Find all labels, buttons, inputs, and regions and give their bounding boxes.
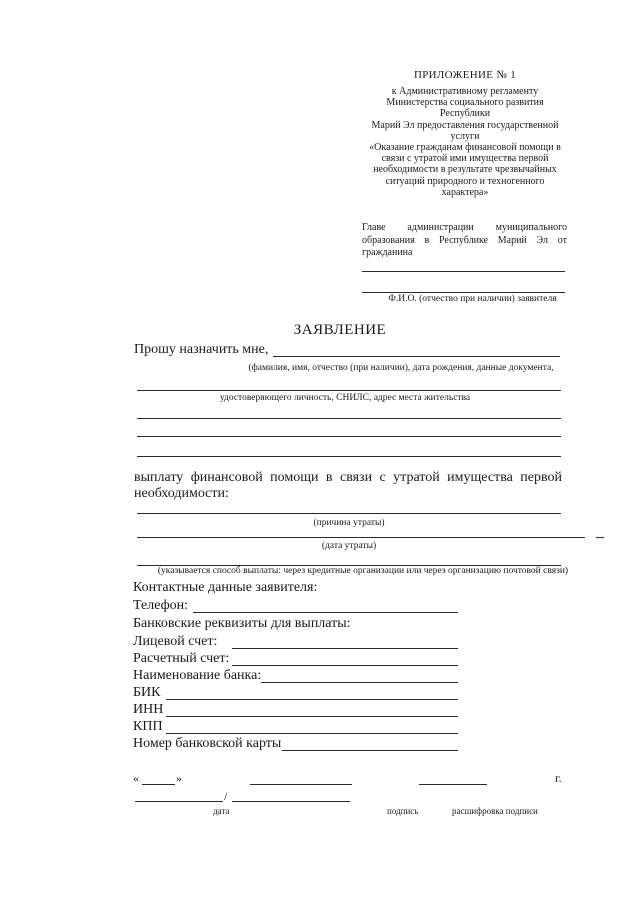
bik-input-line[interactable]	[166, 699, 458, 700]
appendix-line: Марий Эл предоставления государственной	[371, 119, 559, 131]
account-input-line[interactable]	[232, 648, 458, 649]
address-line-1[interactable]	[137, 418, 561, 419]
loss-date-line[interactable]	[137, 537, 585, 538]
sign-caption: подпись	[387, 806, 419, 816]
settlement-label: Расчетный счет:	[133, 651, 230, 666]
applicant-caption-1: (фамилия, имя, отчество (при наличии), дата рождения, данные документа,	[248, 363, 554, 373]
loss-date-line-tail	[596, 537, 604, 538]
request-purpose: выплату финансовой помощи в связи с утратой имущества первой необходимости:	[134, 470, 562, 501]
appendix-line: необходимости в результате чрезвычайных	[373, 164, 557, 176]
appendix-line: к Административному регламенту	[391, 86, 539, 97]
appendix-line: связи с утратой ими имущества первой	[381, 153, 549, 165]
address-line-3[interactable]	[137, 456, 561, 457]
appendix-title: ПРИЛОЖЕНИЕ № 1	[413, 69, 516, 81]
loss-reason-line[interactable]	[137, 513, 561, 514]
date-quote-close: »	[176, 771, 182, 785]
date-day-line[interactable]	[142, 784, 175, 785]
year-suffix: г.	[555, 771, 562, 785]
contacts-heading: Контактные данные заявителя:	[133, 580, 318, 595]
address-line-2[interactable]	[137, 436, 561, 437]
kpp-label: КПП	[133, 719, 163, 734]
bank-name-input-line[interactable]	[261, 682, 458, 683]
applicant-line-2[interactable]	[137, 390, 561, 391]
document-title: ЗАЯВЛЕНИЕ	[293, 322, 387, 338]
date-quote-open: «	[133, 771, 139, 785]
appendix-lines	[360, 86, 570, 198]
kpp-input-line[interactable]	[166, 733, 458, 734]
signature-slash: /	[224, 789, 228, 803]
date-year-line[interactable]	[419, 784, 487, 785]
loss-date-caption: (дата утраты)	[321, 541, 377, 551]
appendix-line: Республики	[439, 108, 491, 120]
bank-heading: Банковские реквизиты для выплаты:	[133, 616, 351, 631]
date-caption: дата	[213, 806, 230, 816]
addressee-line-2[interactable]	[362, 292, 565, 293]
signature-line[interactable]	[232, 801, 350, 802]
card-label: Номер банковской карты	[133, 736, 282, 751]
appendix-line: характера»	[441, 186, 489, 198]
decode-caption: расшифровка подписи	[452, 806, 538, 816]
appendix-line: Министерства социального развития	[386, 97, 544, 109]
appendix-line: услуги	[450, 130, 480, 142]
account-label: Лицевой счет:	[133, 634, 218, 649]
request-intro: Прошу назначить мне,	[134, 342, 269, 357]
loss-reason-caption: (причина утраты)	[313, 518, 385, 528]
fio-caption: Ф.И.О. (отчество при наличии) заявителя	[388, 294, 557, 304]
phone-input-line[interactable]	[193, 612, 458, 613]
settlement-input-line[interactable]	[232, 665, 458, 666]
inn-input-line[interactable]	[166, 716, 458, 717]
card-input-line[interactable]	[282, 750, 458, 751]
applicant-name-line[interactable]	[273, 356, 560, 357]
addressee-line-1[interactable]	[362, 271, 565, 272]
applicant-caption-2: удостоверяющего личность, СНИЛС, адрес места жительства	[219, 393, 471, 403]
phone-label: Телефон:	[133, 598, 189, 613]
bik-label: БИК	[133, 685, 161, 700]
appendix-line: «Оказание гражданам финансовой помощи в	[369, 142, 561, 154]
appendix-line: ситуаций природного и техногенного	[385, 175, 545, 187]
payment-method-caption: (указывается способ выплаты: через кредитные организации или через организацию почтовой связи)	[157, 566, 569, 576]
date-month-line[interactable]	[250, 784, 352, 785]
bank-name-label: Наименование банка:	[133, 668, 262, 683]
date-full-line[interactable]	[135, 801, 223, 802]
addressee-text: Главе администрации муниципального образования в Республике Марий Эл от гражданина	[362, 222, 567, 258]
inn-label: ИНН	[133, 702, 164, 717]
